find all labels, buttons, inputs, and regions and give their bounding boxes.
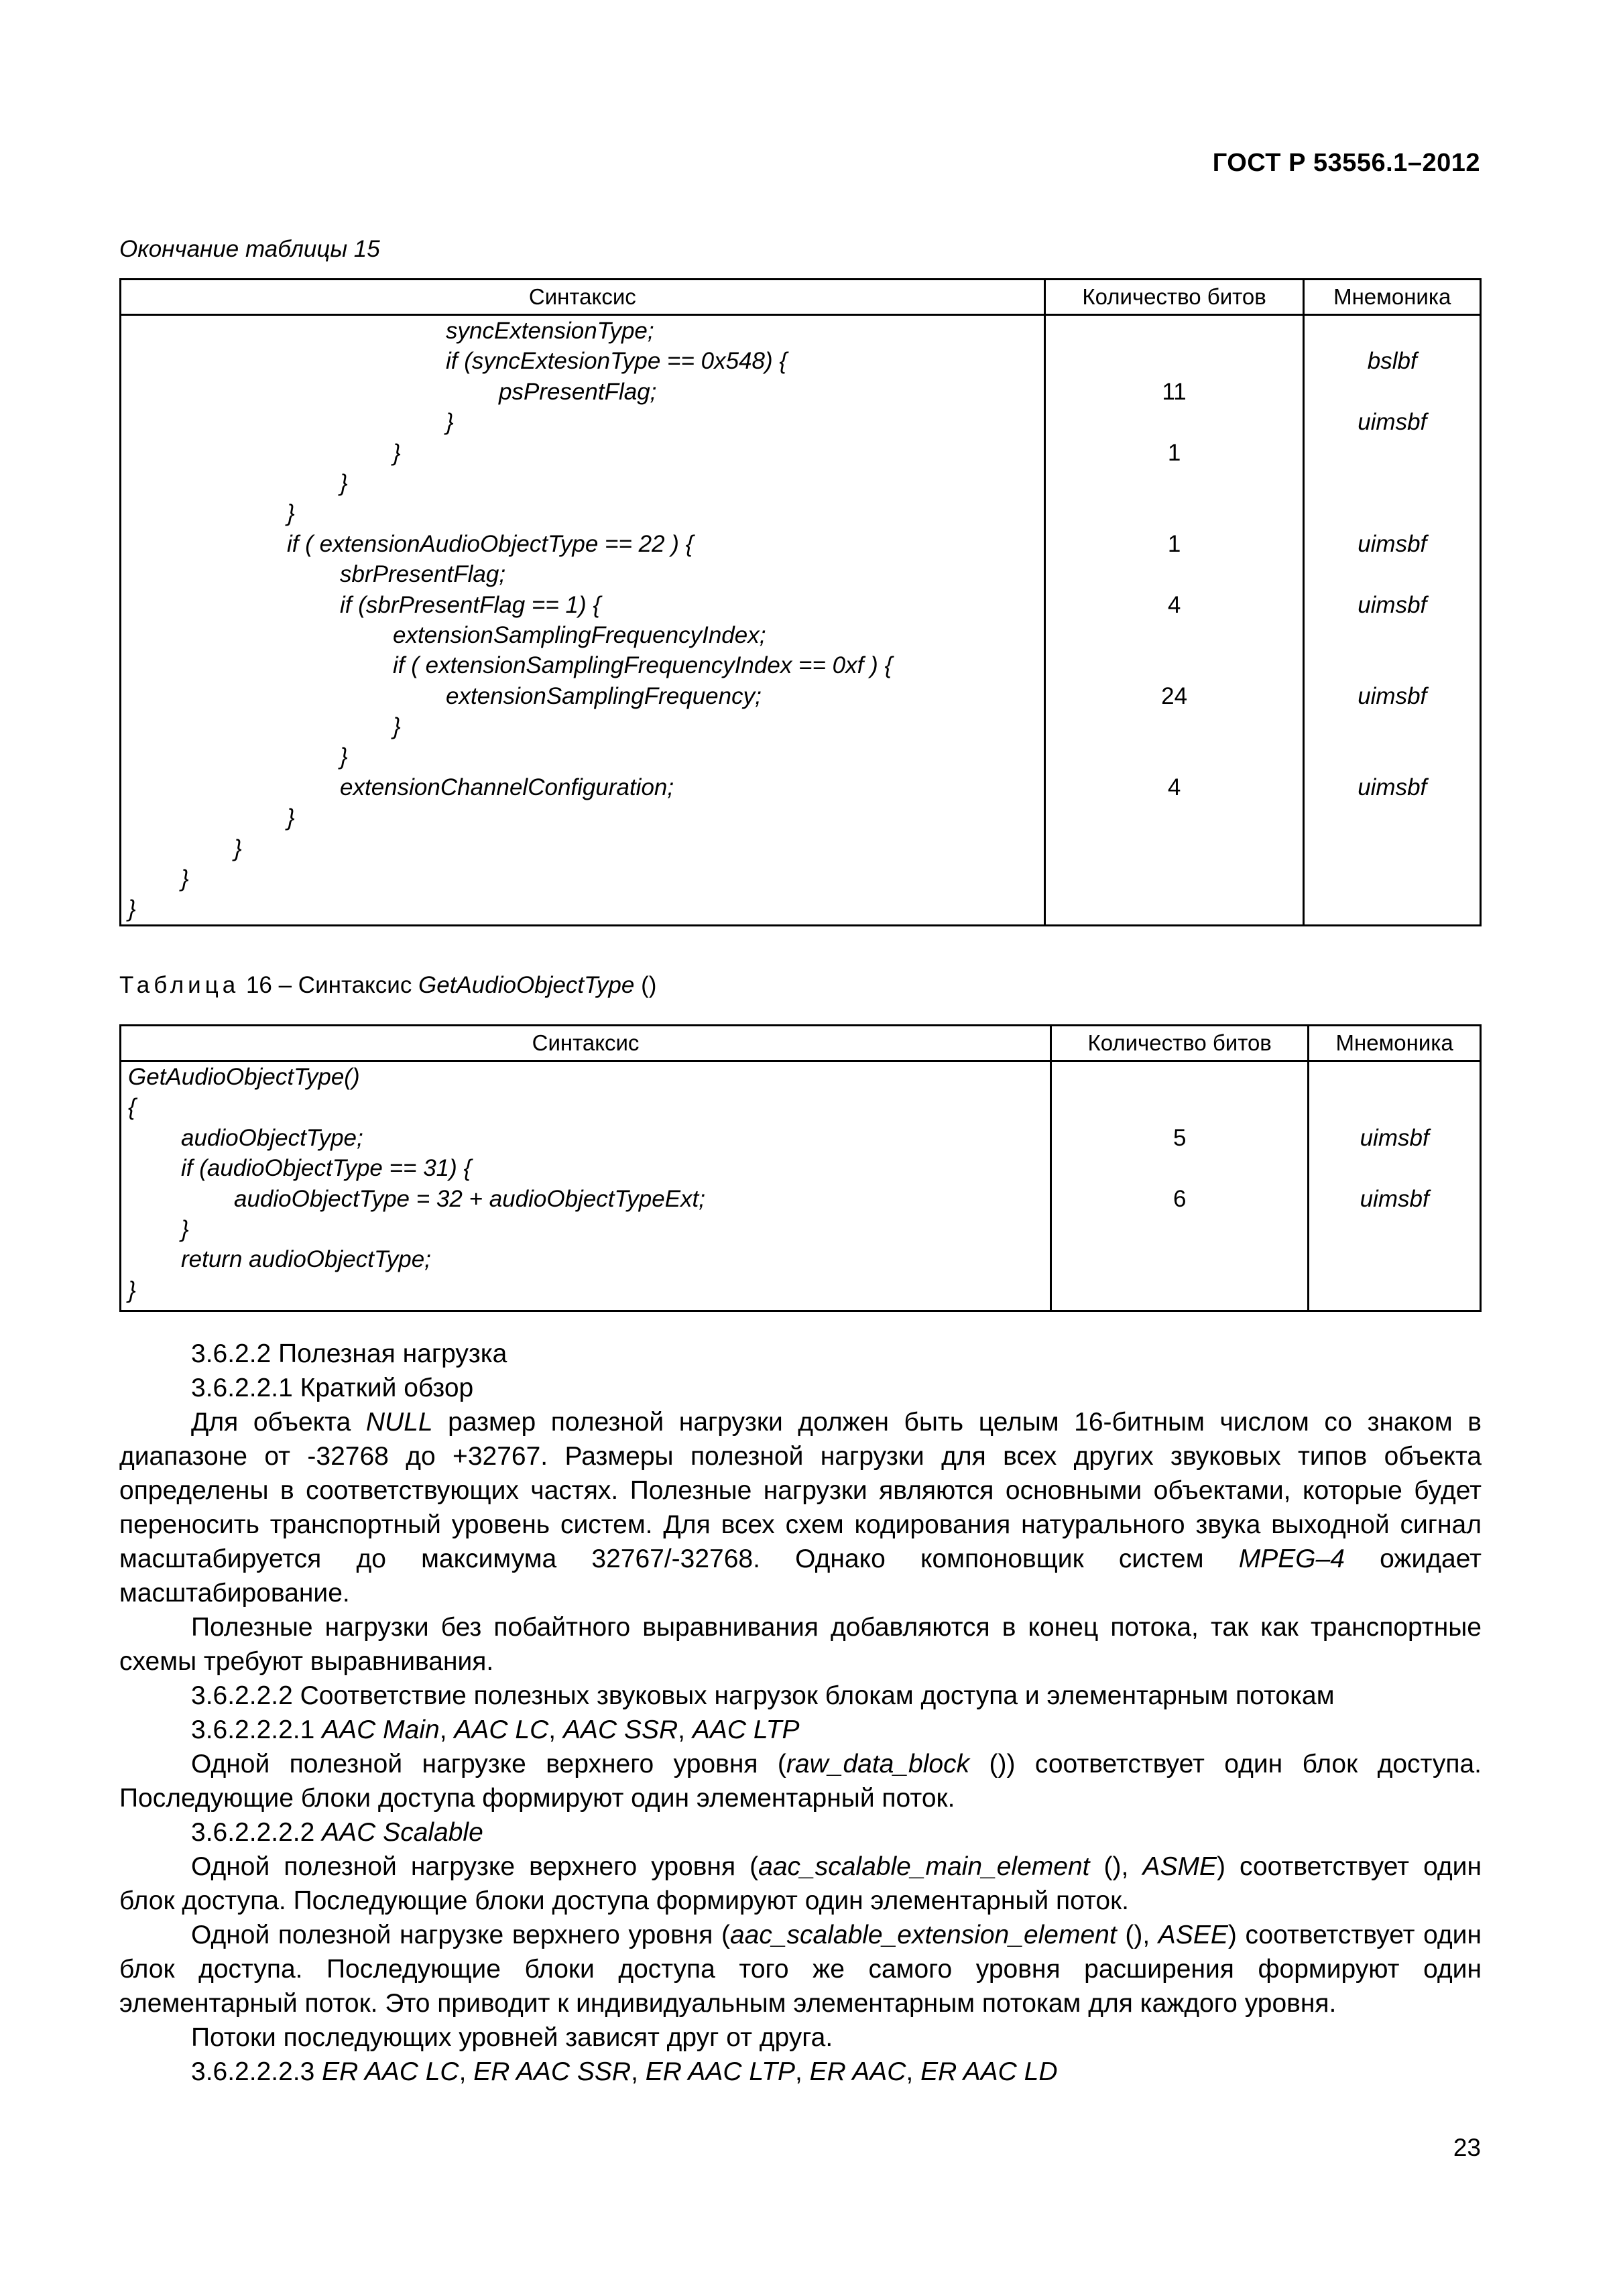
code-line: audioObjectType = 32 + audioObjectTypeExt; xyxy=(234,1185,706,1212)
bits-cell xyxy=(1052,1244,1307,1274)
bits-cell: 1 xyxy=(1167,439,1181,466)
page-number: 23 xyxy=(1453,2134,1481,2161)
bits-cell: 4 xyxy=(1167,591,1181,618)
mnemonic-cell xyxy=(1305,833,1480,863)
code-line: } xyxy=(128,896,136,922)
mnemonic-cell xyxy=(1309,1275,1480,1305)
bits-cell: 6 xyxy=(1173,1185,1187,1212)
code-line: } xyxy=(128,1276,136,1303)
bits-cell xyxy=(1046,559,1303,589)
code-line: } xyxy=(181,1215,189,1242)
mnemonic-cell xyxy=(1309,1062,1480,1092)
bits-cell xyxy=(1046,741,1303,772)
paragraph: Для объекта NULL размер полезной нагрузки должен быть целым 16-битным числом со знаком в диапазоне от -32768 до +32767. Размеры полезной нагрузки для всех других звуковых типов объекта определены в соответствующих частях. Полезные нагрузки являются основными объектами, которые будет переносить транспортный уровень систем. Для всех схем кодирования натурального звука выходной сигнал масштабируется до максимума 32767/-32768. Однако компоновщик систем MPEG–4 ожидает масштабирование. xyxy=(119,1408,1482,1608)
bits-cell xyxy=(1046,650,1303,680)
section-heading: 3.6.2.2.2.1 AAC Main, AAC LC, AAC SSR, AAC LTP xyxy=(191,1715,800,1744)
bits-cell: 1 xyxy=(1167,530,1181,557)
bits-cell xyxy=(1046,894,1303,924)
mnemonic-cell xyxy=(1309,1214,1480,1244)
table15-caption: Окончание таблицы 15 xyxy=(119,236,380,262)
bits-cell: 11 xyxy=(1162,378,1187,405)
table16-caption-rest: 16 – Синтаксис xyxy=(239,972,419,998)
code-line: } xyxy=(446,409,454,436)
mnemonic-cell xyxy=(1305,559,1480,589)
mnemonic-cell xyxy=(1309,1244,1480,1274)
code-line: if (sbrPresentFlag == 1) { xyxy=(340,591,601,618)
mnemonic-cell xyxy=(1305,498,1480,528)
paragraph: Полезные нагрузки без побайтного выравнивания добавляются в конец потока, так как транспортные схемы требуют выравнивания. xyxy=(119,1613,1482,1676)
section-heading: 3.6.2.2.2.2 AAC Scalable xyxy=(191,1818,483,1847)
column-header: Мнемоника xyxy=(1309,1026,1481,1061)
column-header: Синтаксис xyxy=(121,280,1045,315)
mnemonic-cell: uimsbf xyxy=(1358,409,1427,436)
mnemonic-cell: uimsbf xyxy=(1358,530,1427,557)
table16-body-row xyxy=(121,1061,1481,1311)
mnemonic-cell: bslbf xyxy=(1367,348,1417,375)
code-line: { xyxy=(128,1094,136,1121)
code-line: GetAudioObjectType() xyxy=(128,1064,360,1090)
mnemonic-cell: uimsbf xyxy=(1358,591,1427,618)
mnemonic-cell xyxy=(1309,1153,1480,1183)
code-line: } xyxy=(234,835,242,861)
mnemonic-cell xyxy=(1305,802,1480,833)
table16-caption-prefix: Таблица xyxy=(119,972,240,998)
bits-column xyxy=(1051,1061,1309,1311)
column-header: Количество битов xyxy=(1044,280,1304,315)
table15-header-row xyxy=(121,280,1481,315)
table15 xyxy=(119,278,1482,926)
code-line: return audioObjectType; xyxy=(181,1246,431,1273)
syntax-column xyxy=(121,315,1045,926)
code-line: if (syncExtesionType == 0x548) { xyxy=(446,348,788,375)
code-line: } xyxy=(393,713,401,740)
mnemonic-cell: uimsbf xyxy=(1358,682,1427,709)
mnemonic-cell xyxy=(1305,863,1480,894)
code-line: extensionSamplingFrequencyIndex; xyxy=(393,621,766,648)
bits-cell xyxy=(1046,620,1303,650)
table16 xyxy=(119,1024,1482,1312)
bits-cell xyxy=(1046,863,1303,894)
bits-cell xyxy=(1046,316,1303,346)
paragraph: Одной полезной нагрузке верхнего уровня (aac_scalable_main_element (), ASME) соответствует один блок доступа. Последующие блоки доступа формируют один элементарный поток. xyxy=(119,1852,1482,1915)
code-line: psPresentFlag; xyxy=(499,378,657,405)
code-line: } xyxy=(287,804,295,831)
bits-cell xyxy=(1052,1092,1307,1122)
table15-body-row xyxy=(121,315,1481,926)
code-line: } xyxy=(340,469,348,496)
table16-caption xyxy=(119,972,656,999)
bits-cell xyxy=(1046,802,1303,833)
table16-header-row xyxy=(121,1026,1481,1061)
paragraph: Одной полезной нагрузке верхнего уровня (raw_data_block ()) соответствует один блок доступа. Последующие блоки доступа формируют один элементарный поток. xyxy=(119,1750,1482,1813)
code-line: extensionSamplingFrequency; xyxy=(446,682,762,709)
mnemonic-cell xyxy=(1305,650,1480,680)
code-line: } xyxy=(393,439,401,466)
bits-column xyxy=(1044,315,1304,926)
paragraph: Потоки последующих уровней зависят друг от друга. xyxy=(191,2023,833,2052)
code-line: if ( extensionSamplingFrequencyIndex == 0xf ) { xyxy=(393,652,893,679)
mnemonic-cell: uimsbf xyxy=(1360,1124,1429,1151)
column-header: Количество битов xyxy=(1051,1026,1309,1061)
mnemonic-cell xyxy=(1309,1092,1480,1122)
mnemonic-cell: uimsbf xyxy=(1358,774,1427,800)
mnemonic-cell xyxy=(1305,468,1480,498)
code-line: } xyxy=(340,743,348,770)
bits-cell xyxy=(1052,1153,1307,1183)
mnemonic-cell xyxy=(1305,316,1480,346)
bits-cell xyxy=(1052,1062,1307,1092)
mnemonic-cell xyxy=(1305,438,1480,468)
mnemonic-cell: uimsbf xyxy=(1360,1185,1429,1212)
bits-cell xyxy=(1046,498,1303,528)
code-line: } xyxy=(181,865,189,892)
mnemonic-column xyxy=(1304,315,1481,926)
code-line: syncExtensionType; xyxy=(446,318,654,344)
mnemonic-cell xyxy=(1305,894,1480,924)
bits-cell xyxy=(1046,407,1303,437)
bits-cell: 5 xyxy=(1173,1124,1187,1151)
section-heading: 3.6.2.2 Полезная нагрузка xyxy=(191,1339,507,1368)
table16-caption-suffix: () xyxy=(634,972,657,998)
code-line: if ( extensionAudioObjectType == 22 ) { xyxy=(287,530,694,557)
mnemonic-cell xyxy=(1305,711,1480,741)
paragraph: Одной полезной нагрузке верхнего уровня (aac_scalable_extension_element (), ASEE) соответствует один блок доступа. Последующие блоки доступа того же самого уровня расширения формируют один элементарный поток. Это приводит к индивидуальным элементарным потокам для каждого уровня. xyxy=(119,1921,1482,2018)
section-heading: 3.6.2.2.2.3 ER AAC LC, ER AAC SSR, ER AAC LTP, ER AAC, ER AAC LD xyxy=(191,2057,1058,2086)
bits-cell xyxy=(1046,468,1303,498)
bits-cell: 24 xyxy=(1161,682,1188,709)
mnemonic-cell xyxy=(1305,377,1480,407)
mnemonic-cell xyxy=(1305,620,1480,650)
table16-caption-func: GetAudioObjectType xyxy=(418,972,635,998)
code-line: extensionChannelConfiguration; xyxy=(340,774,674,800)
code-line: sbrPresentFlag; xyxy=(340,561,506,588)
standard-number: ГОСТ Р 53556.1–2012 xyxy=(1212,149,1480,177)
bits-cell xyxy=(1046,833,1303,863)
code-line: audioObjectType; xyxy=(181,1124,363,1151)
section-heading: 3.6.2.2.2 Соответствие полезных звуковых нагрузок блокам доступа и элементарным потокам xyxy=(191,1681,1335,1710)
bits-cell: 4 xyxy=(1167,774,1181,800)
section-heading: 3.6.2.2.1 Краткий обзор xyxy=(191,1374,474,1402)
mnemonic-cell xyxy=(1305,741,1480,772)
bits-cell xyxy=(1052,1275,1307,1305)
syntax-column xyxy=(121,1061,1051,1311)
column-header: Мнемоника xyxy=(1304,280,1481,315)
code-line: if (audioObjectType == 31) { xyxy=(181,1155,472,1182)
bits-cell xyxy=(1046,711,1303,741)
code-line: } xyxy=(287,500,295,527)
bits-cell xyxy=(1046,346,1303,376)
body-text xyxy=(119,1337,1482,2089)
column-header: Синтаксис xyxy=(121,1026,1051,1061)
bits-cell xyxy=(1052,1214,1307,1244)
mnemonic-column xyxy=(1309,1061,1481,1311)
